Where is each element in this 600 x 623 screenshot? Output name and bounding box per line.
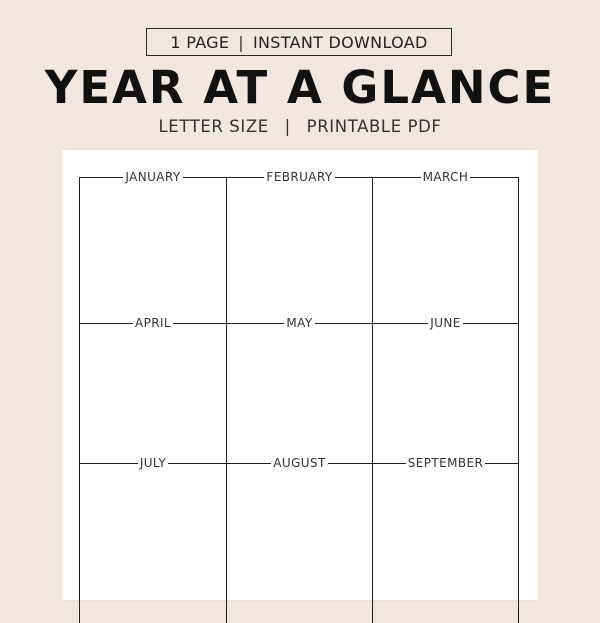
page-count-label: 1 PAGE: [170, 32, 230, 52]
product-badge: [146, 28, 452, 56]
printable-page-preview: [62, 150, 538, 600]
month-label-january: JANUARY: [125, 170, 181, 184]
page-title: YEAR AT A GLANCE: [44, 61, 556, 114]
badge-separator: |: [238, 32, 244, 52]
format-label: PRINTABLE PDF: [306, 117, 442, 136]
download-label: INSTANT DOWNLOAD: [253, 32, 428, 52]
month-cell-january: [79, 170, 226, 323]
month-grid: [79, 170, 519, 617]
month-cell-september: [372, 456, 519, 623]
month-label-august: AUGUST: [273, 456, 326, 470]
month-cell-april: [79, 316, 226, 463]
month-cell-february: [226, 170, 372, 323]
month-cell-august: [226, 456, 372, 623]
month-label-may: MAY: [286, 316, 313, 330]
month-label-june: JUNE: [430, 316, 461, 330]
month-cell-july: [79, 456, 226, 623]
month-label-february: FEBRUARY: [266, 170, 333, 184]
month-label-september: SEPTEMBER: [407, 456, 484, 470]
subtitle-separator: |: [284, 117, 291, 136]
month-label-march: MARCH: [422, 170, 469, 184]
month-label-july: JULY: [139, 456, 167, 470]
page-subtitle: [0, 117, 600, 136]
month-label-april: APRIL: [134, 316, 171, 330]
month-cell-june: [372, 316, 519, 463]
size-label: LETTER SIZE: [158, 117, 269, 136]
month-cell-march: [372, 170, 519, 323]
month-cell-may: [226, 316, 372, 463]
